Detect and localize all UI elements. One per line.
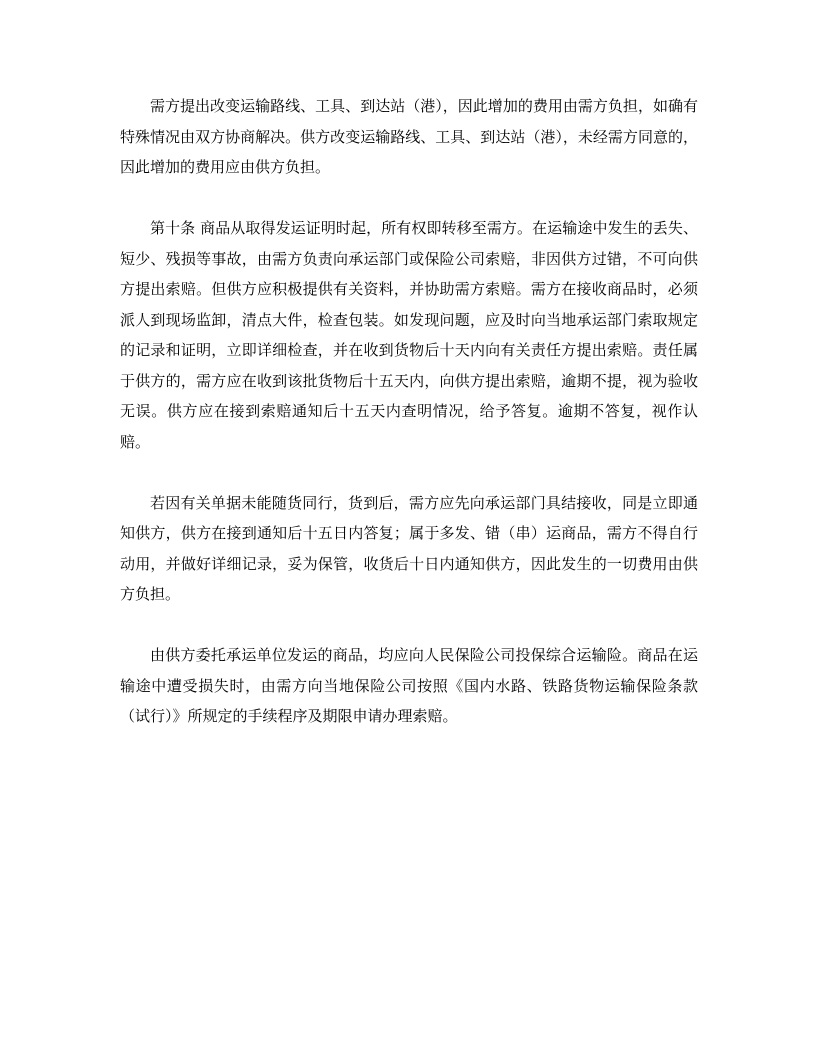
- paragraph-article-ten-ownership-claims: 第十条 商品从取得发运证明时起，所有权即转移至需方。在运输途中发生的丢失、短少、残损等事故，由需方负责向承运部门或保险公司索赔，非因供方过错，不可向供方提出索赔。但供方应积极提供有关资料，并协助需方索赔。需方在接收商品时，必须派人到现场监卸，清点大件，检查包装。如发现问题，应及时向当地承运部门索取规定的记录和证明，立即详细检查，并在收到货物后十天内向有关责任方提出索赔。责任属于供方的，需方应在收到该批货物后十五天内，向供方提出索赔，逾期不提，视为验收无误。供方应在接到索赔通知后十五天内查明情况，给予答复。逾期不答复，视作认赔。: [120, 219, 698, 451]
- paragraph-route-change-costs: 需方提出改变运输路线、工具、到达站（港），因此增加的费用由需方负担，如确有特殊情况由双方协商解决。供方改变运输路线、工具、到达站（港），未经需方同意的，因此增加的费用应由供方负担。: [120, 97, 698, 176]
- paragraph-transport-insurance: 由供方委托承运单位发运的商品，均应向人民保险公司投保综合运输险。商品在运输途中遭受损失时，由需方向当地保险公司按照《国内水路、铁路货物运输保险条款（试行）》所规定的手续程序及期限申请办理索赔。: [120, 646, 698, 725]
- document-body: [120, 91, 698, 732]
- paragraph-missing-documents: 若因有关单据未能随货同行，货到后，需方应先向承运部门具结接收，同是立即通知供方，供方在接到通知后十五日内答复；属于多发、错（串）运商品，需方不得自行动用，并做好详细记录，妥为保管，收货后十日内通知供方，因此发生的一切费用由供方负担。: [120, 493, 698, 603]
